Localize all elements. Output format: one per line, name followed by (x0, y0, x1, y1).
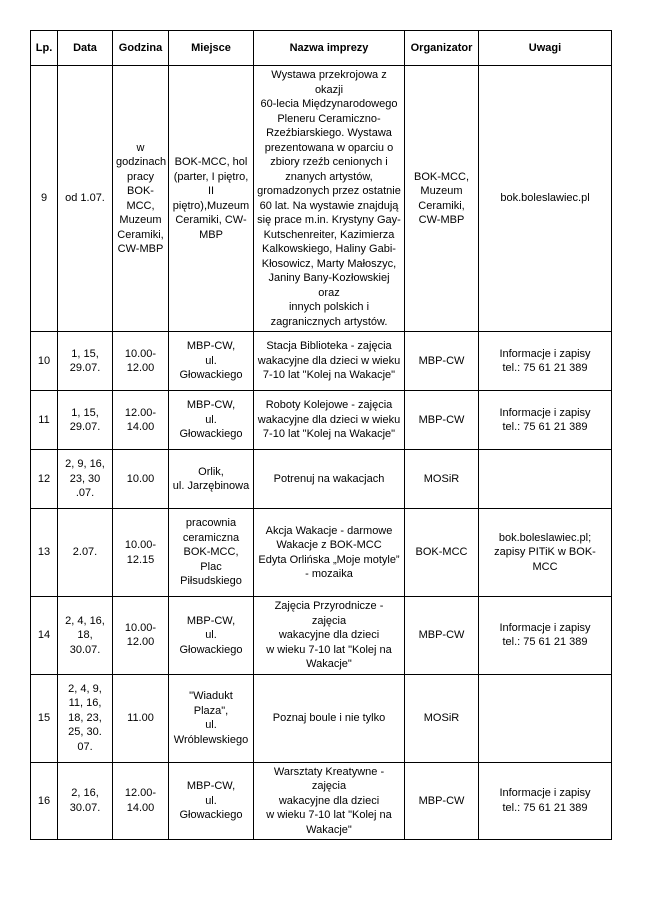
cell-godzina (113, 391, 169, 450)
cell-godzina (113, 332, 169, 391)
table-row (31, 509, 612, 597)
cell-data-line: .07. (75, 487, 95, 500)
header-uwagi: Uwagi (479, 31, 612, 66)
cell-nazwa-imprezy-line: wakacyjne dla dzieci w wieku (257, 413, 401, 426)
cell-godzina (113, 509, 169, 597)
cell-nazwa-imprezy-line: 60-lecia Międzynarodowego (260, 98, 398, 110)
cell-nazwa-imprezy (254, 674, 405, 762)
cell-miejsce-line: MBP-CW, (186, 340, 236, 353)
cell-organizator (405, 450, 479, 509)
cell-nazwa-imprezy-line: Zajęcia Przyrodnicze - zajęcia (274, 600, 384, 627)
table-row (31, 450, 612, 509)
cell-godzina (113, 674, 169, 762)
cell-nazwa-imprezy-line: Akcja Wakacje - darmowe (265, 524, 393, 537)
cell-data-line: 18, 23, (68, 711, 102, 724)
cell-nazwa-imprezy-line: zbiory rzeźb cenionych i (270, 156, 388, 168)
cell-miejsce-line: ul. (205, 354, 217, 367)
cell-uwagi-line: tel.: 75 61 21 389 (502, 421, 588, 433)
table-row (31, 391, 612, 450)
cell-organizator (405, 391, 479, 450)
cell-godzina-line: w (136, 141, 145, 154)
header-nazwa-imprezy: Nazwa imprezy (254, 31, 405, 66)
cell-organizator-line: MBP-CW (418, 629, 465, 641)
cell-organizator (405, 332, 479, 391)
cell-uwagi-line: Informacje i zapisy (499, 787, 591, 800)
cell-miejsce-line: ul. (205, 719, 217, 731)
cell-nazwa-imprezy-line: gromadzonych przez ostatnie (257, 185, 401, 197)
cell-miejsce-line: Głowackiego (179, 428, 243, 441)
cell-data-line: 30.07. (69, 801, 101, 814)
cell-miejsce-line: Głowackiego (179, 643, 243, 656)
cell-data-line: 2, 4, 9, (68, 682, 102, 695)
cell-lp: 16 (31, 762, 58, 840)
cell-nazwa-imprezy (254, 66, 405, 332)
cell-data-line: 18, (77, 629, 93, 641)
cell-miejsce-line: BOK-MCC, hol (174, 156, 248, 168)
cell-nazwa-imprezy-line: innych polskich i (288, 301, 370, 313)
cell-nazwa-imprezy (254, 509, 405, 597)
cell-miejsce-line: Piłsudskiego (180, 575, 242, 588)
cell-lp: 11 (31, 391, 58, 450)
header-lp: Lp. (31, 31, 58, 66)
cell-uwagi-line: zapisy PITiK w BOK- (494, 546, 596, 559)
cell-uwagi-line: Informacje i zapisy (499, 621, 591, 634)
cell-lp: 13 (31, 509, 58, 597)
cell-organizator (405, 762, 479, 840)
cell-godzina-line: 10.00- (124, 347, 157, 360)
cell-nazwa-imprezy-line: Rzeźbiarskiego. Wystawa (266, 127, 392, 139)
cell-godzina-line: CW-MBP (117, 243, 164, 255)
cell-nazwa-imprezy (254, 332, 405, 391)
cell-nazwa-imprezy-line: Poznaj boule i nie tylko (272, 711, 386, 724)
cell-nazwa-imprezy-line: Janiny Bany-Kozłowskiej oraz (268, 272, 390, 299)
cell-nazwa-imprezy-line: Kalkowskiego, Haliny Gabi- (262, 243, 396, 255)
cell-miejsce-line: MBP-CW, (186, 780, 236, 792)
cell-miejsce-line: ul. Jarzębinowa (172, 480, 250, 492)
events-table (30, 30, 612, 840)
cell-data (58, 391, 113, 450)
cell-nazwa-imprezy-line: Roboty Kolejowe - zajęcia (265, 399, 393, 412)
cell-miejsce-line: Ceramiki, CW- (175, 214, 247, 226)
cell-lp: 9 (31, 66, 58, 332)
cell-organizator-line: Ceramiki, (418, 199, 465, 212)
cell-data-line: 25, 30. (68, 726, 102, 739)
cell-nazwa-imprezy-line: Wakacje" (306, 658, 352, 670)
cell-nazwa-imprezy-line: wakacyjne dla dzieci (278, 629, 380, 641)
cell-nazwa-imprezy-line: znanych artystów, (285, 170, 373, 183)
cell-organizator-line: MBP-CW (418, 413, 465, 426)
cell-data (58, 762, 113, 840)
cell-godzina-line: 12.00- (124, 787, 157, 800)
cell-uwagi-line: MCC (532, 560, 558, 573)
cell-data-line: 23, 30 (69, 472, 101, 485)
cell-data (58, 674, 113, 762)
cell-miejsce (169, 509, 254, 597)
cell-uwagi-line: tel.: 75 61 21 389 (502, 636, 588, 649)
cell-nazwa-imprezy-line: Stacja Biblioteka - zajęcia (266, 340, 392, 353)
cell-organizator-line: CW-MBP (418, 214, 465, 226)
cell-nazwa-imprezy-line: się prace m.in. Krystyny Gay- (257, 214, 401, 226)
header-miejsce: Miejsce (169, 31, 254, 66)
cell-miejsce-line: ceramiczna (182, 531, 240, 544)
cell-lp: 14 (31, 597, 58, 675)
cell-uwagi-line: bok.boleslawiec.pl (500, 192, 590, 205)
cell-uwagi (479, 762, 612, 840)
cell-miejsce-line: Głowackiego (179, 369, 243, 382)
cell-godzina-line: 12.00- (124, 406, 157, 419)
cell-organizator-line: MBP-CW (418, 354, 465, 367)
header-data: Data (58, 31, 113, 66)
table-row (31, 597, 612, 675)
cell-nazwa-imprezy-line: Wakacje z BOK-MCC (276, 539, 382, 551)
cell-nazwa-imprezy-line: w wieku 7-10 lat "Kolej na (266, 643, 392, 656)
cell-organizator-line: MOSiR (423, 472, 460, 485)
cell-miejsce-line: MBP (199, 228, 223, 241)
cell-nazwa-imprezy-line: zagranicznych artystów. (270, 315, 388, 328)
header-godzina: Godzina (113, 31, 169, 66)
cell-organizator-line: MOSiR (423, 711, 460, 724)
cell-miejsce (169, 450, 254, 509)
cell-miejsce (169, 674, 254, 762)
cell-nazwa-imprezy (254, 391, 405, 450)
cell-data-line: 2.07. (72, 546, 98, 559)
cell-uwagi (479, 66, 612, 332)
cell-godzina-line: 14.00 (126, 421, 155, 433)
cell-data-line: 11, 16, (68, 697, 102, 710)
cell-nazwa-imprezy (254, 762, 405, 840)
cell-nazwa-imprezy-line: Warsztaty Kreatywne - zajęcia (273, 765, 385, 792)
cell-lp: 10 (31, 332, 58, 391)
cell-miejsce-line: "Wiadukt (189, 690, 233, 702)
cell-uwagi-line: Informacje i zapisy (499, 347, 591, 360)
cell-nazwa-imprezy-line: Kłosowicz, Marty Małoszyc, (261, 257, 397, 270)
cell-data (58, 509, 113, 597)
cell-organizator (405, 597, 479, 675)
cell-organizator (405, 509, 479, 597)
cell-miejsce-line: piętro),Muzeum (172, 199, 250, 212)
cell-miejsce-line: ul. (205, 413, 217, 426)
cell-miejsce (169, 66, 254, 332)
cell-nazwa-imprezy-line: - mozaika (305, 568, 353, 580)
cell-miejsce-line: BOK-MCC, (183, 546, 239, 559)
cell-miejsce-line: Orlik, (198, 465, 224, 478)
cell-nazwa-imprezy-line: 60 lat. Na wystawie znajdują (259, 199, 399, 212)
cell-data-line: 30.07. (69, 643, 101, 656)
cell-godzina-line: Muzeum (119, 214, 162, 226)
cell-data-line: 2, 9, 16, (65, 458, 105, 471)
cell-nazwa-imprezy-line: Wakacje" (306, 823, 352, 836)
cell-godzina-line: 10.00 (126, 472, 155, 485)
cell-uwagi (479, 391, 612, 450)
cell-miejsce-line: (parter, I piętro, (173, 170, 249, 183)
cell-miejsce-line: MBP-CW, (186, 614, 236, 627)
cell-organizator-line: MBP-CW (418, 794, 465, 807)
cell-miejsce-line: Plaza", (193, 704, 229, 717)
cell-nazwa-imprezy-line: 7-10 lat "Kolej na Wakacje" (262, 369, 396, 382)
cell-data-line: 29.07. (69, 362, 101, 374)
cell-godzina-line: pracy BOK- (127, 170, 154, 197)
cell-organizator-line: BOK-MCC (415, 546, 468, 559)
cell-miejsce (169, 597, 254, 675)
cell-godzina-line: 14.00 (126, 801, 155, 814)
cell-data-line: 07. (77, 740, 93, 753)
table-row (31, 332, 612, 391)
cell-godzina (113, 66, 169, 332)
cell-godzina (113, 597, 169, 675)
cell-miejsce-line: ul. (205, 794, 217, 807)
cell-godzina-line: MCC, (126, 199, 155, 212)
cell-miejsce (169, 332, 254, 391)
cell-nazwa-imprezy (254, 597, 405, 675)
cell-nazwa-imprezy-line: w wieku 7-10 lat "Kolej na (266, 809, 392, 821)
cell-organizator-line: Muzeum (420, 185, 463, 197)
cell-data-line: 1, 15, (71, 347, 99, 360)
table-row (31, 674, 612, 762)
cell-uwagi (479, 674, 612, 762)
header-organizator: Organizator (405, 31, 479, 66)
cell-nazwa-imprezy (254, 450, 405, 509)
cell-godzina-line: Ceramiki, (117, 228, 164, 241)
cell-godzina-line: 10.00- (124, 539, 157, 551)
cell-miejsce-line: Głowackiego (179, 809, 243, 821)
cell-nazwa-imprezy-line: Pleneru Ceramiczno- (277, 112, 381, 125)
cell-miejsce-line: pracownia (185, 517, 237, 530)
cell-miejsce-line: MBP-CW, (186, 399, 236, 412)
cell-miejsce-line: II (207, 185, 215, 197)
cell-data (58, 332, 113, 391)
cell-nazwa-imprezy-line: Potrenuj na wakacjach (273, 472, 385, 485)
table-row (31, 66, 612, 332)
cell-uwagi-line: tel.: 75 61 21 389 (502, 801, 588, 814)
cell-organizator (405, 66, 479, 332)
cell-nazwa-imprezy-line: Edyta Orlińska „Moje motyle” (258, 553, 400, 566)
cell-organizator (405, 674, 479, 762)
header-row (31, 31, 612, 66)
cell-uwagi-line: Informacje i zapisy (499, 406, 591, 419)
cell-godzina-line: 11.00 (127, 711, 154, 724)
cell-uwagi-line: tel.: 75 61 21 389 (502, 362, 588, 374)
cell-data (58, 450, 113, 509)
cell-lp: 12 (31, 450, 58, 509)
cell-nazwa-imprezy-line: Kutschenreiter, Kazimierza (263, 228, 395, 241)
cell-data (58, 66, 113, 332)
cell-nazwa-imprezy-line: 7-10 lat "Kolej na Wakacje" (262, 428, 396, 441)
cell-miejsce-line: Plac (200, 560, 222, 573)
cell-uwagi-line: bok.boleslawiec.pl; (498, 531, 592, 544)
cell-godzina-line: 12.15 (126, 553, 155, 566)
cell-godzina (113, 450, 169, 509)
cell-miejsce-line: Wróblewskiego (173, 733, 249, 746)
cell-data-line: od 1.07. (65, 192, 105, 205)
cell-lp: 15 (31, 674, 58, 762)
cell-nazwa-imprezy-line: prezentowana w oparciu o (264, 141, 394, 154)
cell-data-line: 2, 4, 16, (65, 614, 105, 627)
cell-miejsce (169, 762, 254, 840)
cell-data-line: 2, 16, (71, 787, 99, 800)
cell-uwagi (479, 509, 612, 597)
cell-godzina-line: 12.00 (126, 362, 155, 374)
cell-nazwa-imprezy-line: wakacyjne dla dzieci w wieku (257, 354, 401, 367)
cell-data (58, 597, 113, 675)
cell-miejsce-line: ul. (205, 629, 217, 641)
cell-organizator-line: BOK-MCC, (414, 170, 469, 183)
cell-godzina-line: 10.00- (124, 621, 157, 634)
cell-godzina-line: 12.00 (126, 636, 155, 649)
cell-godzina (113, 762, 169, 840)
table-row (31, 762, 612, 840)
cell-uwagi (479, 597, 612, 675)
cell-uwagi (479, 332, 612, 391)
cell-godzina-line: godzinach (116, 156, 167, 168)
cell-uwagi (479, 450, 612, 509)
cell-data-line: 1, 15, (71, 406, 99, 419)
cell-nazwa-imprezy-line: wakacyjne dla dzieci (278, 794, 380, 807)
cell-nazwa-imprezy-line: Wystawa przekrojowa z okazji (271, 69, 387, 96)
cell-data-line: 29.07. (69, 421, 101, 433)
cell-miejsce (169, 391, 254, 450)
